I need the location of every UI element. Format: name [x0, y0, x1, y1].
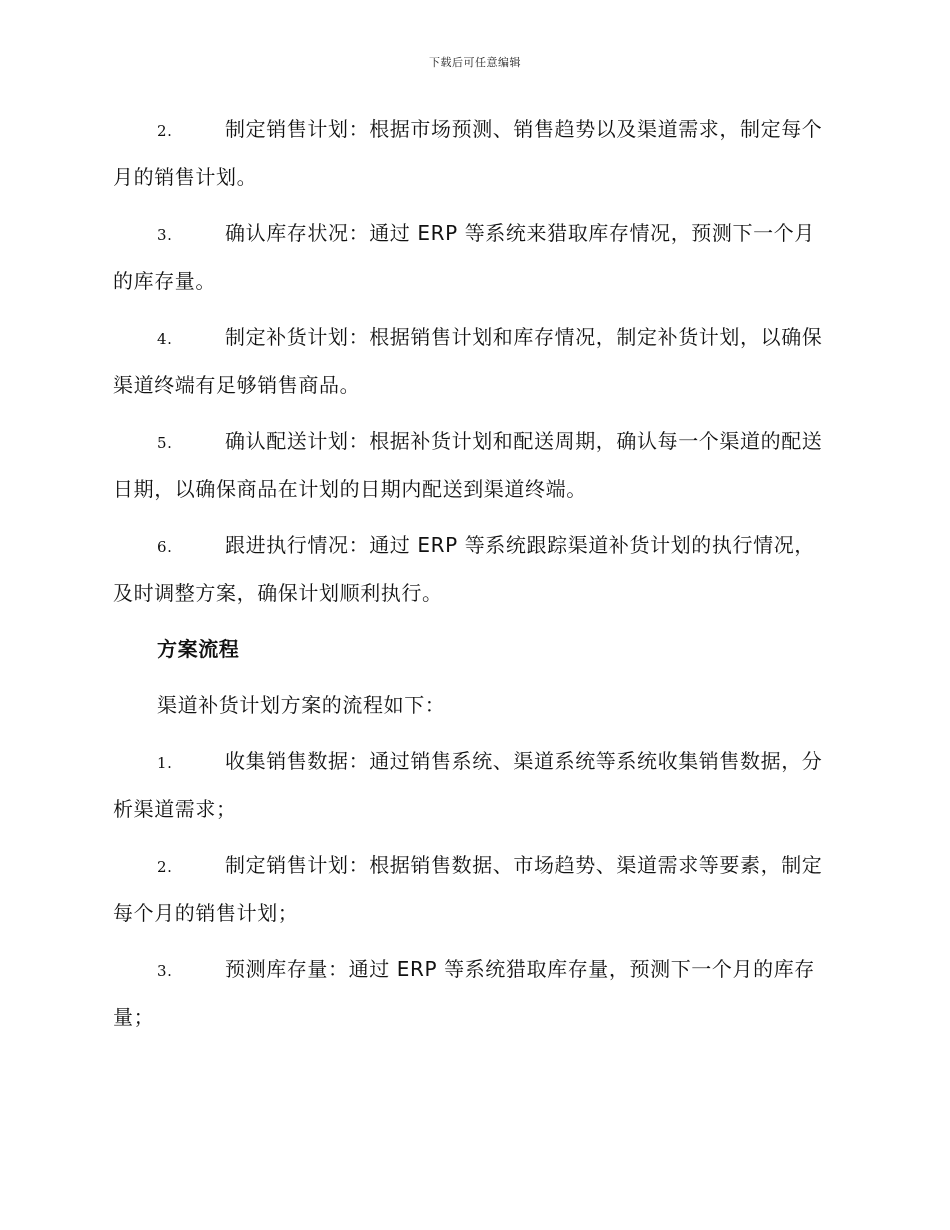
list-item [113, 210, 835, 304]
intro-paragraph: 渠道补货计划方案的流程如下： [157, 693, 446, 717]
list-item [113, 522, 835, 616]
list-number: 5. [157, 434, 173, 452]
list-text: 制定销售计划：根据销售数据、市场趋势、渠道需求等要素，制定每个月的销售计划； [113, 853, 823, 925]
list-number: 3. [157, 226, 173, 244]
list-text: 确认配送计划：根据补货计划和配送周期，确认每一个渠道的配送日期，以确保商品在计划的日期内配送到渠道终端。 [113, 429, 823, 501]
list-item [113, 842, 835, 936]
list-text: 制定补货计划：根据销售计划和库存情况，制定补货计划，以确保渠道终端有足够销售商品。 [113, 325, 823, 397]
list-item [113, 738, 835, 832]
list-text: 预测库存量：通过 ERP 等系统猎取库存量，预测下一个月的库存量； [113, 957, 815, 1029]
list-text: 确认库存状况：通过 ERP 等系统来猎取库存情况，预测下一个月的库存量。 [113, 221, 815, 293]
list-text: 收集销售数据：通过销售系统、渠道系统等系统收集销售数据，分析渠道需求； [113, 749, 823, 821]
section-heading: 方案流程 [157, 637, 240, 661]
list-number: 2. [157, 858, 173, 876]
list-text: 跟进执行情况：通过 ERP 等系统跟踪渠道补货计划的执行情况，及时调整方案，确保计划顺利执行。 [113, 533, 815, 605]
list-item [113, 946, 835, 1040]
list-number: 2. [157, 122, 173, 140]
list-item [113, 418, 835, 512]
list-number: 1. [157, 754, 173, 772]
page-header: 下载后可任意编辑 [429, 56, 521, 69]
list-text: 制定销售计划：根据市场预测、销售趋势以及渠道需求，制定每个月的销售计划。 [113, 117, 823, 189]
list-number: 6. [157, 538, 173, 556]
list-item [113, 106, 835, 200]
list-item [113, 314, 835, 408]
document-body [113, 106, 835, 1050]
list-number: 4. [157, 330, 173, 348]
list-number: 3. [157, 962, 173, 980]
